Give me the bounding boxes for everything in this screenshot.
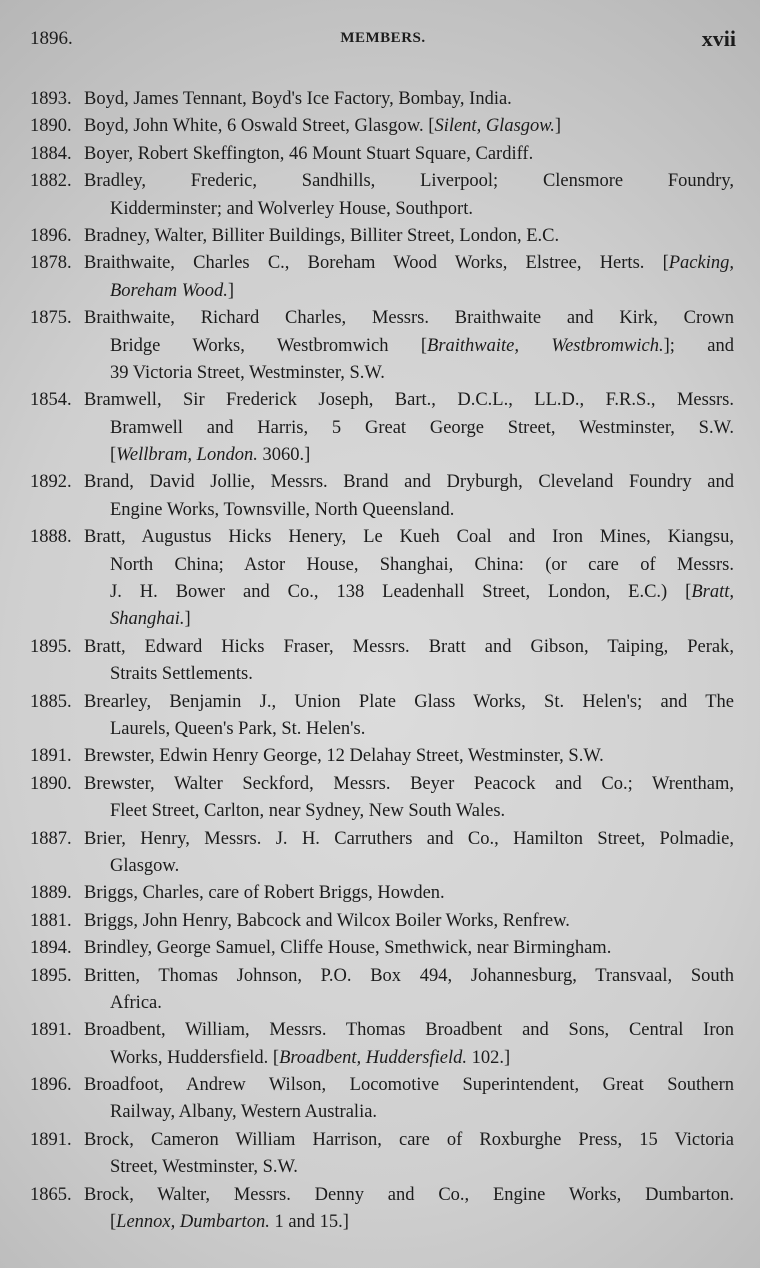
- entry-line: Brand, David Jollie, Messrs. Brand and Dryburgh, Cleveland Foundry and: [84, 472, 734, 493]
- telegraphic-address: Broadbent, Huddersfield.: [279, 1047, 467, 1068]
- entry-line: Straits Settlements.: [110, 664, 253, 685]
- telegraphic-address: Wellbram, London.: [116, 445, 258, 466]
- election-year: 1881.: [30, 910, 72, 931]
- election-year: 1896.: [30, 1075, 72, 1096]
- entry-line: Brearley, Benjamin J., Union Plate Glass Works, St. Helen's; and The: [84, 691, 734, 712]
- entry-line: Britten, Thomas Johnson, P.O. Box 494, Johannesburg, Transvaal, South: [84, 965, 734, 986]
- entry-line: Bratt, Edward Hicks Fraser, Messrs. Bratt and Gibson, Taiping, Perak,: [84, 636, 734, 657]
- entry-line: Braithwaite, Charles C., Boreham Wood Works, Elstree, Herts. [Packing,: [84, 253, 734, 274]
- member-entry: [0, 469, 760, 524]
- entry-line: Brier, Henry, Messrs. J. H. Carruthers and Co., Hamilton Street, Polmadie,: [84, 828, 734, 849]
- telegraphic-address: Shanghai.: [110, 609, 185, 630]
- entry-line: Africa.: [110, 992, 162, 1013]
- entry-line: North China; Astor House, Shanghai, China: (or care of Messrs.: [110, 554, 734, 575]
- member-entry: [0, 86, 760, 113]
- telegraphic-address: Boreham Wood.: [110, 280, 228, 301]
- election-year: 1892.: [30, 472, 72, 493]
- entry-line: Braithwaite, Richard Charles, Messrs. Braithwaite and Kirk, Crown: [84, 308, 734, 329]
- member-entry: [0, 141, 760, 168]
- entry-line: Brock, Walter, Messrs. Denny and Co., Engine Works, Dumbarton.: [84, 1184, 734, 1205]
- entry-line: Bramwell, Sir Frederick Joseph, Bart., D.C.L., LL.D., F.R.S., Messrs.: [84, 390, 734, 411]
- election-year: 1889.: [30, 883, 72, 904]
- entry-line: Boyer, Robert Skeffington, 46 Mount Stuart Square, Cardiff.: [84, 143, 534, 164]
- entry-line: Brewster, Walter Seckford, Messrs. Beyer Peacock and Co.; Wrentham,: [84, 773, 734, 794]
- election-year: 1895.: [30, 965, 72, 986]
- member-entry: [0, 771, 760, 826]
- entry-line: Fleet Street, Carlton, near Sydney, New South Wales.: [110, 801, 506, 822]
- entry-line: [Wellbram, London. 3060.]: [110, 445, 311, 466]
- member-entry: [0, 305, 760, 387]
- header-title: MEMBERS.: [340, 30, 426, 46]
- telegraphic-address: Silent, Glasgow.: [434, 116, 555, 137]
- member-entry: [0, 524, 760, 634]
- election-year: 1865.: [30, 1184, 72, 1205]
- member-entry: [0, 113, 760, 140]
- election-year: 1891.: [30, 746, 72, 767]
- entry-line: Boyd, James Tennant, Boyd's Ice Factory, Bombay, India.: [84, 89, 512, 109]
- election-year: 1887.: [30, 828, 72, 849]
- entry-line: Brock, Cameron William Harrison, care of Roxburghe Press, 15 Victoria: [84, 1129, 734, 1150]
- entry-line: Boyd, John White, 6 Oswald Street, Glasgow. [Silent, Glasgow.]: [84, 116, 562, 137]
- member-entry: [0, 223, 760, 250]
- election-year: 1888.: [30, 527, 72, 548]
- header-year: 1896.: [30, 28, 73, 49]
- entry-line: Shanghai.]: [110, 609, 191, 630]
- entry-line: Engine Works, Townsville, North Queensland.: [110, 499, 455, 520]
- member-entry: [0, 1127, 760, 1182]
- member-entry: [0, 826, 760, 881]
- entry-line: Glasgow.: [110, 855, 180, 876]
- entry-line: 39 Victoria Street, Westminster, S.W.: [110, 362, 385, 383]
- election-year: 1885.: [30, 691, 72, 712]
- member-entry: [0, 963, 760, 1018]
- entry-line: Broadbent, William, Messrs. Thomas Broadbent and Sons, Central Iron: [84, 1020, 734, 1041]
- entry-line: Bradley, Frederic, Sandhills, Liverpool; Clensmore Foundry,: [84, 171, 734, 192]
- election-year: 1890.: [30, 116, 72, 137]
- election-year: 1854.: [30, 390, 72, 411]
- member-entry: [0, 880, 760, 907]
- election-year: 1893.: [30, 89, 72, 109]
- member-entry: [0, 935, 760, 962]
- election-year: 1894.: [30, 938, 72, 959]
- member-entry: [0, 743, 760, 770]
- entry-line: Boreham Wood.]: [110, 280, 235, 301]
- election-year: 1882.: [30, 171, 72, 192]
- entry-line: Kidderminster; and Wolverley House, Southport.: [110, 198, 473, 219]
- entry-line: Briggs, John Henry, Babcock and Wilcox Boiler Works, Renfrew.: [84, 910, 570, 931]
- telegraphic-address: Packing,: [668, 253, 734, 274]
- running-header: [30, 28, 736, 58]
- telegraphic-address: Braithwaite, Westbromwich.: [427, 335, 664, 356]
- member-entry: [0, 1017, 760, 1072]
- election-year: 1878.: [30, 253, 72, 274]
- election-year: 1891.: [30, 1020, 72, 1041]
- members-list: [0, 86, 760, 1236]
- entry-line: Works, Huddersfield. [Broadbent, Huddersfield. 102.]: [110, 1047, 511, 1068]
- entry-line: Brindley, George Samuel, Cliffe House, Smethwick, near Birmingham.: [84, 938, 612, 959]
- election-year: 1890.: [30, 773, 72, 794]
- entry-line: Briggs, Charles, care of Robert Briggs, Howden.: [84, 883, 445, 904]
- entry-line: Brewster, Edwin Henry George, 12 Delahay Street, Westminster, S.W.: [84, 746, 604, 767]
- member-entry: [0, 168, 760, 223]
- member-entry: [0, 908, 760, 935]
- entry-line: Laurels, Queen's Park, St. Helen's.: [110, 718, 366, 739]
- entry-line: Broadfoot, Andrew Wilson, Locomotive Superintendent, Great Southern: [84, 1075, 734, 1096]
- telegraphic-address: Bratt,: [691, 582, 734, 603]
- entry-line: [Lennox, Dumbarton. 1 and 15.]: [110, 1212, 349, 1233]
- election-year: 1875.: [30, 308, 72, 329]
- entry-line: Bridge Works, Westbromwich [Braithwaite, Westbromwich.]; and: [110, 335, 734, 356]
- election-year: 1884.: [30, 143, 72, 164]
- entry-line: Bramwell and Harris, 5 Great George Street, Westminster, S.W.: [110, 417, 734, 438]
- election-year: 1895.: [30, 636, 72, 657]
- member-entry: [0, 1182, 760, 1237]
- member-entry: [0, 250, 760, 305]
- election-year: 1896.: [30, 225, 72, 246]
- member-entry: [0, 689, 760, 744]
- member-entry: [0, 387, 760, 469]
- member-entry: [0, 1072, 760, 1127]
- member-entry: [0, 634, 760, 689]
- entry-line: Bratt, Augustus Hicks Henery, Le Kueh Coal and Iron Mines, Kiangsu,: [84, 527, 734, 548]
- entry-line: Bradney, Walter, Billiter Buildings, Billiter Street, London, E.C.: [84, 225, 560, 246]
- entry-line: Railway, Albany, Western Australia.: [110, 1102, 378, 1123]
- page-number: xvii: [701, 26, 736, 51]
- telegraphic-address: Lennox, Dumbarton.: [116, 1212, 270, 1233]
- election-year: 1891.: [30, 1129, 72, 1150]
- entry-line: Street, Westminster, S.W.: [110, 1157, 298, 1178]
- entry-line: J. H. Bower and Co., 138 Leadenhall Street, London, E.C.) [Bratt,: [110, 582, 734, 603]
